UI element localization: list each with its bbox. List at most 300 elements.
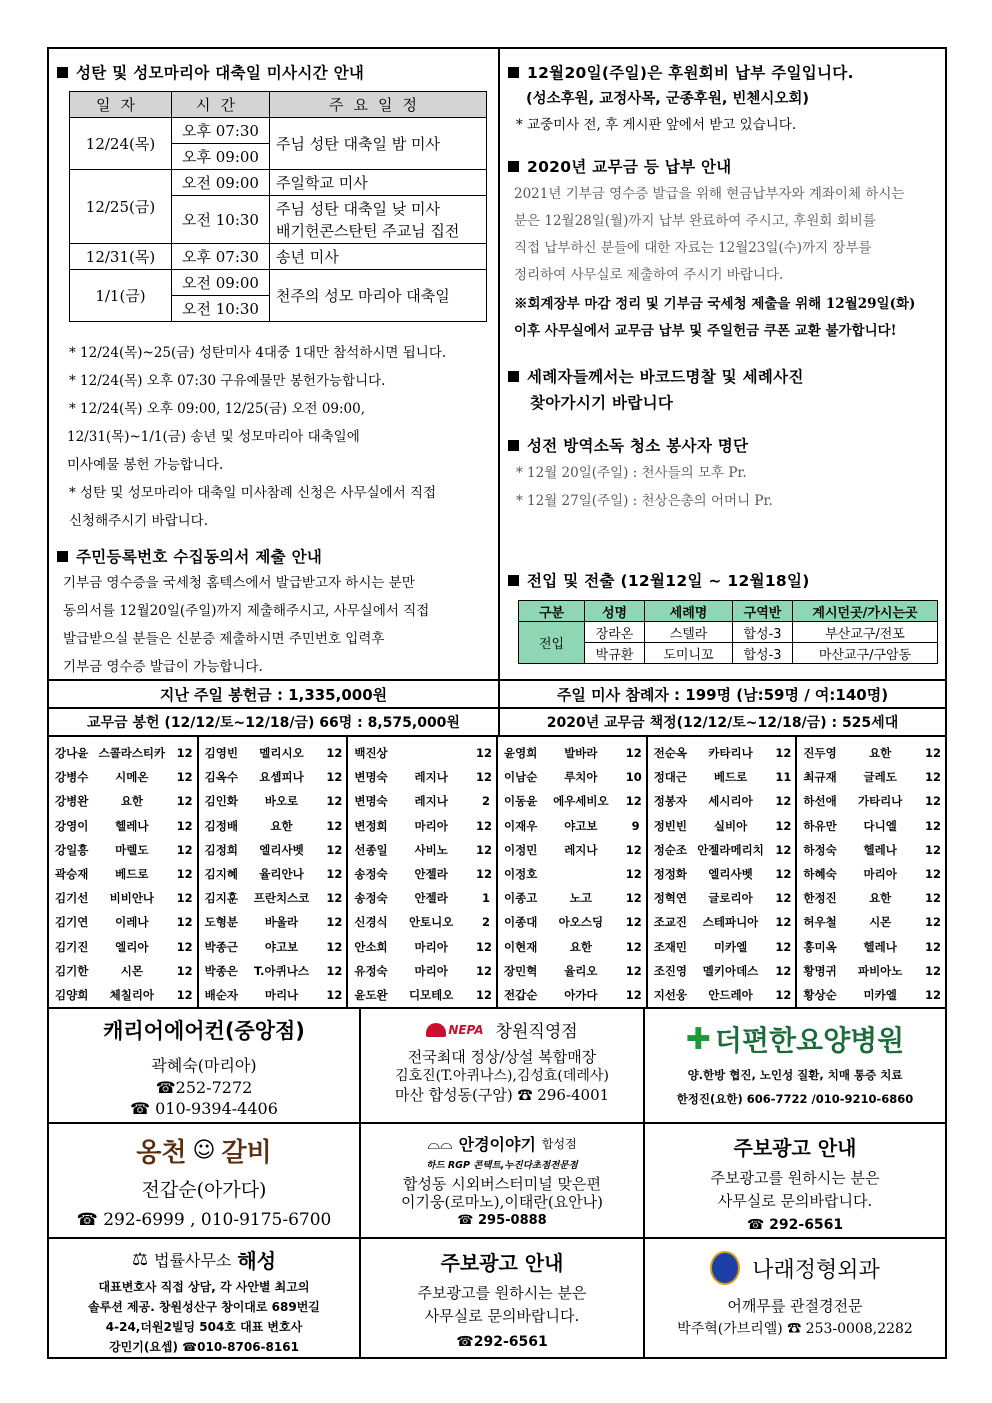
donor-row (49, 741, 197, 765)
donor-months: 12 (775, 963, 792, 978)
donor-name: 이정호 (504, 867, 538, 882)
donor-name: 전순옥 (653, 746, 688, 761)
donor-months: 12 (925, 939, 942, 954)
donor-name: 정대근 (653, 770, 688, 785)
donor-name: 조재민 (653, 939, 688, 954)
donor-months: 12 (326, 842, 343, 857)
donor-row (498, 935, 646, 959)
mass-event: 천주의 성모 마리아 대축일 (270, 270, 487, 322)
donor-saint-name: 마리아 (414, 939, 448, 954)
donor-months: 12 (326, 818, 343, 833)
donor-months: 12 (925, 915, 942, 930)
donor-name: 지선웅 (653, 987, 688, 1002)
donor-row (49, 910, 197, 934)
donor-row (648, 838, 796, 862)
donor-months: 12 (775, 867, 792, 882)
left-column (49, 49, 500, 679)
donor-months: 12 (176, 842, 193, 857)
donor-name: 김기진 (55, 939, 89, 954)
ad-law: ⚖ 법률사무소 해성 대표변호사 직접 상담, 각 사안별 최고의 솔루션 제공. 창원성산구 창이대로 689번길 4-24,더원2빌딩 504호 대표 변호사 강민기(요셉) ☎010-8706-8161 (49, 1239, 361, 1359)
donor-saint-name: 시몬 (869, 915, 892, 930)
donor-months: 12 (176, 818, 193, 833)
donor-row (199, 765, 347, 789)
donor-months: 12 (326, 867, 343, 882)
donor-name: 이종고 (504, 891, 538, 906)
donor-saint-name: 엘리사벳 (708, 867, 753, 882)
donor-saint-name: 마리아 (414, 963, 448, 978)
donor-name: 정정화 (653, 867, 688, 882)
attendance-count: 주일 미사 참례자 : 199명 (남:59명 / 여:140명) (556, 685, 889, 704)
donor-name: 변명숙 (354, 794, 388, 809)
donor-saint-name: 멜리시오 (259, 746, 304, 761)
mass-header-event: 주요일정 (270, 92, 487, 118)
ad-hospital: ✚ 더편한요양병원 양.한방 협진, 노인성 질환, 치매 통증 치료 한정진(요한) 606-7722 /010-9210-6860 (645, 1009, 945, 1124)
donor-months: 12 (925, 746, 942, 761)
donor-row (348, 862, 496, 886)
donor-months: 12 (176, 867, 193, 882)
donor-months: 12 (326, 987, 343, 1002)
tithe-paid: 교무금 봉헌 (12/12/토~12/18/금) 66명 : 8,575,000원 (49, 709, 500, 735)
donor-saint-name: 요한 (270, 818, 293, 833)
donor-row (648, 983, 796, 1007)
dues-heading: 12월20일(주일)은 후원회비 납부 주일입니다. (506, 61, 854, 83)
donor-saint-name: 레지나 (414, 770, 448, 785)
ads-section (49, 1007, 945, 1357)
offering-band (49, 679, 945, 707)
donor-name: 변정희 (354, 818, 388, 833)
donor-saint-name: 안젤라메리치 (697, 842, 764, 857)
donor-saint-name: 아오스딩 (558, 915, 604, 930)
donor-months: 12 (326, 891, 343, 906)
donor-row (348, 741, 496, 765)
donor-column (348, 737, 498, 1007)
donor-name: 하정숙 (803, 842, 837, 857)
donor-row (648, 935, 796, 959)
donor-name: 곽승재 (55, 867, 89, 882)
donor-row (797, 886, 945, 910)
donor-saint-name: 마렐도 (115, 842, 149, 857)
donor-row (648, 862, 796, 886)
donor-saint-name: 파비아노 (857, 963, 903, 978)
donor-row (797, 862, 945, 886)
donor-row (49, 959, 197, 983)
donor-saint-name: 스테파니아 (702, 915, 759, 930)
mass-time: 오후 09:00 (172, 144, 270, 170)
mass-time: 오전 09:00 (172, 270, 270, 296)
mass-notes: * 12/24(목)~25(금) 성탄미사 4대중 1대만 참석하시면 됩니다. * 12/24(목) 오후 07:30 구유예물만 봉헌가능합니다. * 12/24(목) 오후 09:00, 12/25(금) 오전 09:00, 12/31(목)~1/1(금) 송년 및 성모마리아 대축일에 미사예물 봉헌 가능합니다. * 성탄 및 성모마리아 대축일 미사참례 신청은 사무실에서 직접 신청해주시기 바랍니다. (67, 345, 447, 529)
donor-months: 12 (625, 867, 642, 882)
ad-ortho: 나래정형외과 어깨무릎 관절경전문 박주혁(가브리엘) ☎ 253-0008,2282 (645, 1239, 945, 1359)
mass-event: 송년 미사 (270, 244, 487, 270)
right-column (500, 49, 945, 679)
donor-name: 김기한 (55, 963, 89, 978)
donor-saint-name: 베드로 (115, 867, 149, 882)
donor-months: 12 (326, 794, 343, 809)
donor-months: 12 (625, 794, 642, 809)
donor-saint-name: 야고보 (264, 939, 299, 954)
donor-saint-name: 멜키아데스 (702, 963, 759, 978)
donor-name: 강병완 (55, 794, 89, 809)
donor-row (348, 886, 496, 910)
donor-saint-name: 요한 (569, 939, 592, 954)
donor-row (797, 935, 945, 959)
donor-saint-name: 체칠리아 (109, 987, 155, 1002)
donor-months: 11 (775, 770, 792, 785)
donor-months: 12 (326, 963, 343, 978)
chef-icon: ☺ (192, 1138, 216, 1163)
donor-months: 12 (176, 891, 193, 906)
mass-heading: 성탄 및 성모마리아 대축일 미사시간 안내 (55, 61, 364, 83)
ad-weekly-2: 주보광고 안내 주보광고를 원하시는 분은 사무실로 문의바랍니다. ☎292-6561 (361, 1239, 645, 1359)
donor-row (648, 765, 796, 789)
donor-row (199, 789, 347, 813)
donor-months: 12 (476, 770, 493, 785)
mass-date: 1/1(금) (70, 270, 172, 322)
donor-months: 12 (925, 794, 942, 809)
donor-row (648, 814, 796, 838)
donor-name: 송정숙 (354, 891, 388, 906)
donor-months: 12 (925, 842, 942, 857)
donor-months: 12 (476, 842, 493, 857)
donor-saint-name: 실비아 (713, 818, 748, 833)
donor-name: 김기연 (55, 915, 89, 930)
donor-row (797, 765, 945, 789)
donor-months: 12 (775, 987, 792, 1002)
donor-name: 박종은 (204, 963, 238, 978)
donor-row (49, 814, 197, 838)
donor-months: 12 (476, 987, 493, 1002)
donor-saint-name: 마리나 (264, 987, 299, 1002)
donor-months: 12 (625, 915, 642, 930)
donor-row (498, 789, 646, 813)
donor-saint-name: 시몬 (120, 963, 143, 978)
donor-months: 12 (476, 963, 493, 978)
mass-header-date: 일자 (70, 92, 172, 118)
donor-name: 김정희 (204, 842, 238, 857)
donor-name: 강일흥 (55, 842, 89, 857)
donor-row (648, 789, 796, 813)
donor-saint-name: 사비노 (414, 842, 448, 857)
donor-name: 홍미옥 (803, 939, 837, 954)
donor-name: 백진상 (354, 746, 388, 761)
donor-row (348, 838, 496, 862)
donor-name: 박종근 (204, 939, 238, 954)
donor-saint-name: 글로리아 (708, 891, 753, 906)
donor-name: 하선애 (803, 794, 837, 809)
donor-saint-name: 바울라 (264, 915, 299, 930)
donor-months: 12 (775, 891, 792, 906)
resident-notes: 기부금 영수증을 국세청 홈텍스에서 발급받고자 하시는 분만 동의서를 12월20일(주일)까지 제출해주시고, 사무실에서 직접 발급받으실 분들은 신분증 제출하시면 주민번호 입력후 기부금 영수증 발급이 가능합니다. (63, 575, 430, 675)
donor-name: 유정숙 (354, 963, 388, 978)
mass-time: 오전 09:00 (172, 170, 270, 196)
donor-saint-name: 요한 (120, 794, 143, 809)
donor-months: 12 (326, 770, 343, 785)
donor-months: 12 (625, 746, 642, 761)
donor-months: 12 (925, 891, 942, 906)
donor-name: 변명숙 (354, 770, 388, 785)
donor-name: 하유만 (803, 818, 837, 833)
donor-row (498, 741, 646, 765)
donor-months: 12 (176, 915, 193, 930)
donor-months: 12 (925, 867, 942, 882)
donor-saint-name: 다니엘 (863, 818, 897, 833)
donor-name: 김인화 (204, 794, 238, 809)
donor-row (199, 814, 347, 838)
donor-saint-name: 헬레나 (863, 842, 897, 857)
donor-row (498, 886, 646, 910)
donor-months: 12 (625, 987, 642, 1002)
donor-name: 조교진 (653, 915, 688, 930)
donor-row (348, 935, 496, 959)
donor-name: 장민혁 (504, 963, 538, 978)
donor-row (199, 983, 347, 1007)
baptism-heading-line2: 찾아가시기 바랍니다 (530, 394, 674, 412)
ad-weekly-1: 주보광고 안내 주보광고를 원하시는 분은 사무실로 문의바랍니다. ☎ 292-6561 (645, 1124, 945, 1239)
donor-name: 진두영 (803, 746, 837, 761)
donor-saint-name: 가타리나 (857, 794, 903, 809)
donor-name: 윤영희 (504, 746, 538, 761)
donor-name: 이현재 (504, 939, 538, 954)
tithe-heading: 2020년 교무금 등 납부 안내 (506, 155, 732, 177)
donor-months: 10 (625, 770, 642, 785)
donor-saint-name: 안드레아 (708, 987, 753, 1002)
donor-row (49, 765, 197, 789)
tithe-warning: ※회계장부 마감 정리 및 기부금 국세청 제출을 위해 12월29일(화) 이후 사무실에서 교무금 납부 및 주일헌금 쿠폰 교환 불가합니다! (514, 296, 916, 339)
donor-saint-name: 요셉피나 (259, 770, 304, 785)
donor-saint-name: 레지나 (564, 842, 598, 857)
donor-row (498, 983, 646, 1007)
donor-saint-name: T.아퀴나스 (254, 963, 309, 978)
donor-months: 12 (775, 939, 792, 954)
mass-time: 오전 10:30 (172, 196, 270, 244)
glasses-icon: ⌓⌓ (427, 1133, 453, 1153)
hospital-cross-icon: ✚ (685, 1021, 711, 1057)
donor-saint-name: 루치아 (564, 770, 598, 785)
donor-row (199, 959, 347, 983)
mass-time: 오후 07:30 (172, 118, 270, 144)
donor-months: 12 (925, 770, 942, 785)
donor-saint-name: 바오로 (264, 794, 299, 809)
donor-row (199, 862, 347, 886)
donor-name: 강나윤 (55, 746, 89, 761)
donor-row (498, 765, 646, 789)
donor-saint-name: 카타리나 (708, 746, 753, 761)
donor-months: 12 (176, 963, 193, 978)
mass-date: 12/24(목) (70, 118, 172, 170)
donor-saint-name: 요한 (869, 891, 892, 906)
donor-months: 12 (476, 818, 493, 833)
donor-name: 황상순 (803, 987, 837, 1002)
donor-saint-name: 글레도 (863, 770, 897, 785)
donor-saint-name: 미카엘 (863, 987, 897, 1002)
donor-months: 9 (631, 818, 640, 833)
donor-column (498, 737, 648, 1007)
donor-months: 12 (775, 794, 792, 809)
donor-months: 12 (775, 818, 792, 833)
donor-name: 이정민 (504, 842, 538, 857)
donor-months: 12 (176, 939, 193, 954)
offering-total: 지난 주일 봉헌금 : 1,335,000원 (49, 681, 500, 707)
donor-row (348, 789, 496, 813)
donor-saint-name: 안젤라 (414, 867, 448, 882)
donor-months: 12 (775, 746, 792, 761)
donor-months: 12 (625, 963, 642, 978)
donor-months: 12 (476, 867, 493, 882)
mass-schedule-table (69, 91, 487, 322)
donor-row (648, 910, 796, 934)
donor-months: 12 (925, 987, 942, 1002)
donor-months: 12 (176, 987, 193, 1002)
mass-date: 12/25(금) (70, 170, 172, 244)
tithe-assessed: 2020년 교무금 책정(12/12/토~12/18/금) : 525세대 (546, 715, 899, 731)
donor-row (498, 814, 646, 838)
donor-row (348, 910, 496, 934)
donor-saint-name: 스콜라스티카 (98, 746, 166, 761)
donor-name: 이종대 (504, 915, 538, 930)
donor-saint-name: 레지나 (414, 794, 448, 809)
baptism-heading: 세례자들께서는 바코드명찰 및 세례사진 (506, 365, 804, 387)
donor-months: 12 (625, 842, 642, 857)
donor-saint-name: 마리아 (414, 818, 448, 833)
donor-row (199, 886, 347, 910)
donor-name: 강영이 (55, 818, 89, 833)
tithe-band (49, 707, 945, 735)
donor-saint-name: 야고보 (564, 818, 598, 833)
donor-column (648, 737, 798, 1007)
donor-row (199, 838, 347, 862)
donor-months: 12 (176, 746, 193, 761)
donor-row (498, 862, 646, 886)
donor-months: 2 (482, 915, 491, 930)
donor-months: 12 (925, 818, 942, 833)
donor-saint-name: 헬레나 (863, 939, 897, 954)
donor-name: 이남순 (504, 770, 538, 785)
donor-name: 신경식 (354, 915, 388, 930)
donor-row (797, 983, 945, 1007)
donor-months: 12 (326, 939, 343, 954)
donor-saint-name: 아가다 (564, 987, 598, 1002)
donor-name: 조진영 (653, 963, 688, 978)
donor-row (498, 838, 646, 862)
dues-groups: (성소후원, 교정사목, 군종후원, 빈첸시오회) (526, 91, 810, 107)
mass-header-time: 시간 (172, 92, 270, 118)
donor-saint-name: 세시리아 (708, 794, 753, 809)
transfer-table: 구분 성명 세례명 구역반 계시던곳/가시는곳 전입 장라온 스텔라 합성-3 부산교구/전포 박규환 도미니꼬 합성-3 마산교구/구암동 (518, 600, 938, 664)
donor-saint-name: 노고 (569, 891, 592, 906)
ad-optic: ⌓⌓ 안경이야기 합성점 하드 RGP 콘택트,누진다초점전문점 합성동 시외버스터미널 맞은편 이기웅(로마노),이태란(요안나) ☎ 295-0888 (361, 1124, 645, 1239)
donor-saint-name: 헬레나 (115, 818, 149, 833)
ad-carrier: 캐리어에어컨(중앙점) 곽혜숙(마리아) ☎252-7272 ☎ 010-9394-4406 (49, 1009, 361, 1124)
donor-saint-name: 비비안나 (109, 891, 155, 906)
donor-row (49, 886, 197, 910)
donor-row (49, 838, 197, 862)
donor-name: 최규재 (803, 770, 837, 785)
donor-saint-name: 이레나 (115, 915, 149, 930)
transfer-heading: 전입 및 전출 (12월12일 ~ 12월18일) (506, 569, 810, 591)
donor-saint-name: 요한 (869, 746, 892, 761)
donor-name: 김영빈 (204, 746, 238, 761)
donor-name: 한정진 (803, 891, 837, 906)
mass-event: 주님 성탄 대축일 낮 미사 배기헌콘스탄틴 주교님 집전 (270, 196, 487, 244)
donor-saint-name: 미카엘 (713, 939, 748, 954)
donor-name: 정순조 (653, 842, 688, 857)
donor-saint-name: 시메온 (115, 770, 149, 785)
donor-row (348, 959, 496, 983)
donor-saint-name: 마리아 (863, 867, 897, 882)
donor-column (49, 737, 199, 1007)
mass-date: 12/31(목) (70, 244, 172, 270)
mascot-icon (710, 1251, 740, 1285)
donor-name: 김양희 (55, 987, 89, 1002)
donor-row (797, 741, 945, 765)
donor-row (49, 935, 197, 959)
donor-row (648, 959, 796, 983)
donor-row (199, 741, 347, 765)
volunteer-heading: 성전 방역소독 청소 봉사자 명단 (506, 434, 748, 456)
bulletin-page (47, 47, 947, 1359)
donor-name: 김정배 (204, 818, 238, 833)
donor-saint-name: 엘리아 (115, 939, 149, 954)
donor-row (797, 910, 945, 934)
donor-name: 안소희 (354, 939, 388, 954)
volunteer-list: * 12월 20일(주일) : 천사들의 모후 Pr. * 12월 27일(주일) : 천상은총의 어머니 Pr. (516, 465, 773, 509)
donor-saint-name: 율리안나 (259, 867, 304, 882)
donor-row (498, 910, 646, 934)
donor-name: 허우철 (803, 915, 837, 930)
donor-name: 이동윤 (504, 794, 538, 809)
donor-name: 황명귀 (803, 963, 837, 978)
donor-row (348, 814, 496, 838)
donor-months: 12 (176, 770, 193, 785)
nepa-logo: NEPA (426, 1023, 483, 1037)
donor-saint-name: 발바라 (564, 746, 598, 761)
donor-row (797, 838, 945, 862)
donor-name: 정봉자 (653, 794, 688, 809)
donor-row (49, 862, 197, 886)
donor-saint-name: 디모테오 (408, 987, 454, 1002)
tithe-donor-list (49, 735, 945, 1007)
mass-time: 오후 07:30 (172, 244, 270, 270)
donor-months: 12 (775, 915, 792, 930)
donor-months: 12 (476, 939, 493, 954)
donor-name: 김지혜 (204, 867, 238, 882)
donor-row (199, 935, 347, 959)
donor-row (648, 741, 796, 765)
donor-saint-name: 에우세비오 (553, 794, 609, 809)
donor-name: 김기선 (55, 891, 89, 906)
donor-saint-name: 베드로 (713, 770, 748, 785)
donor-column (797, 737, 945, 1007)
donor-row (797, 814, 945, 838)
donor-months: 12 (326, 915, 343, 930)
donor-row (49, 983, 197, 1007)
donor-months: 12 (326, 746, 343, 761)
donor-name: 정혁연 (653, 891, 688, 906)
donor-row (498, 959, 646, 983)
mass-event: 주님 성탄 대축일 밤 미사 (270, 118, 487, 170)
donor-name: 정빈빈 (653, 818, 688, 833)
dues-note: * 교중미사 전, 후 게시판 앞에서 받고 있습니다. (516, 117, 797, 133)
ad-nepa: NEPA 창원직영점 전국최대 정상/상설 복합매장 김호진(T.아퀴나스),김성효(데레사) 마산 합성동(구암) ☎ 296-4001 (361, 1009, 645, 1124)
donor-saint-name: 안젤라 (414, 891, 448, 906)
donor-row (49, 789, 197, 813)
tithe-notes: 2021년 기부금 영수증 발급을 위해 현금납부자와 계좌이체 하시는 분은 12월28일(월)까지 납부 완료하여 주시고, 후원회 회비를 직접 납부하신 분들에 대한 자료는 12월23일(수)까지 장부를 정리하여 사무실로 제출하여 주시기 바랍니다. (514, 186, 905, 283)
donor-months: 1 (482, 891, 491, 906)
resident-heading: 주민등록번호 수집동의서 제출 안내 (55, 545, 322, 567)
donor-months: 12 (925, 963, 942, 978)
donor-months: 12 (775, 842, 792, 857)
donor-name: 도형분 (204, 915, 238, 930)
